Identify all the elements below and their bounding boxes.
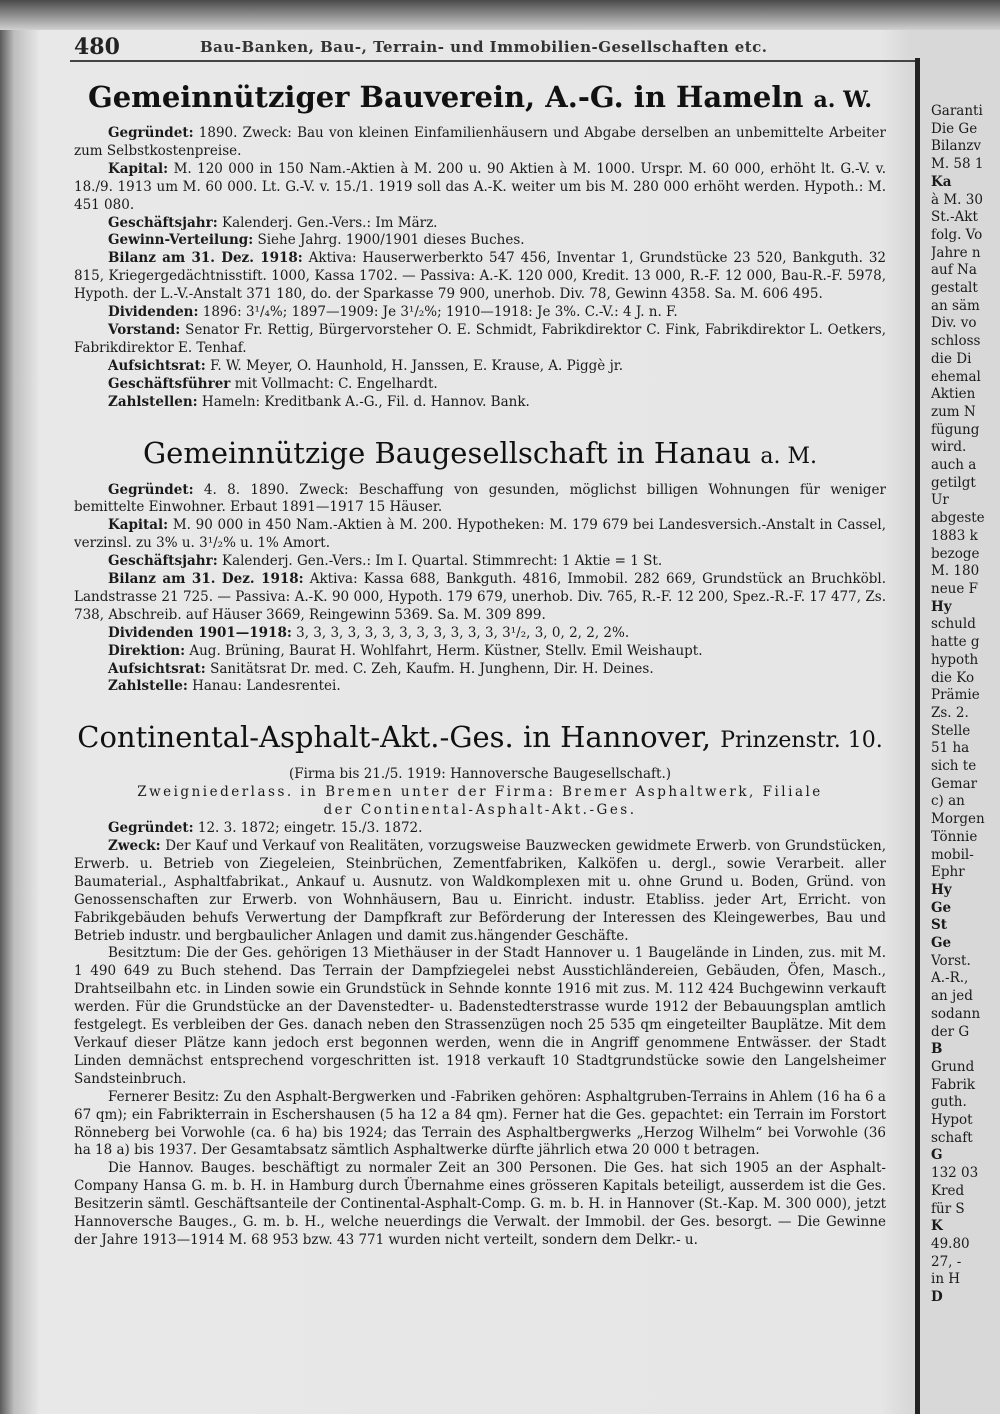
running-head-title: Bau-Banken, Bau-, Terrain- und Immobilien-Gesellschaften etc. [200,38,768,56]
entry-line [74,553,886,571]
right-column-line: getilgt [931,474,976,491]
right-column-line: ehemal [931,368,981,385]
entry-paragraphs [74,945,886,1249]
entry-line [74,643,886,661]
right-column-line: neue F [931,580,979,597]
entry-line [74,304,886,322]
line-text: 4. 8. 1890. Zweck: Beschaffung von gesunden, möglichst billigen Wohnungen für weniger bemittelte Einwohner. Erbaut 1891—1917 15 Häuser. [74,481,886,516]
right-column-line: die Di [931,350,972,367]
line-text: 3, 3, 3, 3, 3, 3, 3, 3, 3, 3, 3, 3, 3¹/₂, 3, 0, 2, 2, 2%. [291,624,630,641]
line-text: Aug. Brüning, Baurat H. Wohlfahrt, Herm. Küstner, Stellv. Emil Weishaupt. [185,642,703,659]
right-column-line: an jed [931,988,973,1005]
right-column-line: in H [931,1271,961,1288]
line-label: Aufsichtsrat: [108,660,206,677]
line-label: Zweck: [108,838,161,854]
right-column-line: abgeste [931,510,985,527]
line-text: Siehe Jahrg. 1900/1901 dieses Buches. [253,232,525,249]
right-column-line: D [931,1289,943,1306]
right-column-line: B [931,1041,943,1058]
right-column-line: hatte g [931,634,980,651]
entry-title [74,78,886,119]
line-label: Gewinn-Verteilung: [108,232,254,249]
line-label: Aufsichtsrat: [108,357,206,374]
line-text: Aktiva: Kassa 688, Bankguth. 4816, Immobil. 282 669, Grundstück an Bruchköbl. Landstrasse 21 725. — Passiva: A.-K. 90 000, Hypoth. 179 679, unerhob. Div. 765, R.-F. 12 200, Spez.-R.-F. 17 477, Zs. 738, Abschreib. auf Häuser 3669, Reingewinn 5369. Sa. M. 309 899. [74,571,887,623]
right-column-line: 1883 k [931,527,978,544]
right-column-line: K [931,1218,943,1235]
right-column-line: gestalt [931,280,978,297]
line-label: Zahlstellen: [108,393,198,410]
line-label: Dividenden: [108,304,199,321]
entry-title-main: Gemeinnütziger Bauverein, A.-G. in Hameln [87,80,804,114]
right-column-line: die Ko [931,669,975,686]
right-column-line: Ka [931,173,952,190]
right-column-line: 27, - [931,1253,962,1270]
line-label: Gegründet: [108,820,194,837]
entry-line [74,322,886,358]
branch-line-1: Zweigniederlass. in Bremen unter der Firma: Bremer Asphaltwerk, Filiale [137,784,823,801]
right-column-line: auch a [931,457,977,474]
branch-line-2: der Continental-Asphalt-Akt.-Ges. [323,802,637,819]
entry-continental-asphalt [74,718,886,1249]
line-label: Kapital: [108,517,169,534]
right-column-line: schloss [931,333,981,350]
page-number: 480 [74,34,120,60]
line-text: Senator Fr. Rettig, Bürgervorsteher O. E. Schmidt, Fabrikdirektor C. Fink, Fabrikdirektor L. Oetkers, Fabrikdirektor E. Tenhaf. [74,321,886,356]
line-text: Kalenderj. Gen.-Vers.: Im März. [217,214,438,231]
scan-top-shadow [0,0,1000,30]
line-text: 1890. Zweck: Bau von kleinen Einfamilienhäusern und Abgabe derselben an unbemittelte Arbeiter zum Selbstkostenpreise. [74,125,886,159]
entry-line [74,517,886,553]
entry-lines [74,125,886,412]
main-column [74,78,886,1260]
entry-hameln [74,78,886,412]
right-column-line: M. 180 [931,563,980,580]
line-label: Bilanz am 31. Dez. 1918: [108,250,303,267]
entry-line [74,482,886,518]
right-column-line: schuld [931,616,976,633]
right-column-line: bezoge [931,545,980,562]
line-text: M. 120 000 in 150 Nam.-Aktien à M. 200 u. 90 Aktien à M. 1000. Urspr. M. 60 000, erhöht lt. G.-V. v. 18./9. 1913 um M. 60 000. Lt. G.-V. v. 15./1. 1919 soll das A.-K. weiter um bis M. 280 000 erhöht werden. Hypoth.: M. 451 080. [74,160,886,213]
right-column-line: Morgen [931,811,985,828]
right-column-line: Prämie [931,687,980,704]
body-paragraph: Die Hannov. Bauges. beschäftigt zu normaler Zeit an 300 Personen. Die Ges. hat sich 1905 an der Asphalt-Company Hansa G. m. b. H. in Hamburg durch Übernahme eines grösseren Kapitals beteiligt, ausserdem ist die Ges. Besitzerin sämtl. Geschäftsanteile der Continental-Asphalt-Comp. G. m. b. H. in Hannover (St.-Kap. M. 300 000), jetzt Hannoversche Bauges., G. m. b. H., welche neuerdings die Verwalt. der Immobil. der Ges. besorgt. — Die Gewinne der Jahre 1913—1914 M. 68 953 bzw. 43 771 wurden nicht verteilt, sondern dem Delkr.- u. [74,1160,886,1248]
right-column-line: Garanti [931,103,983,119]
right-column-line: wird. [931,439,967,456]
right-column-line: 132 03 [931,1165,979,1182]
entry-line [74,376,886,394]
right-column-line: Tönnie [931,828,978,845]
right-column-line: M. 58 1 [931,156,984,173]
line-text: 12. 3. 1872; eingetr. 15./3. 1872. [193,820,423,837]
line-label: Dividenden 1901—1918: [108,624,292,641]
right-column-line: Hy [931,881,952,898]
entry-line [74,661,886,679]
column-separator [915,58,920,1414]
right-column-line: St.-Akt [931,209,978,226]
entry-line [74,125,886,161]
line-text: Kalenderj. Gen.-Vers.: Im I. Quartal. Stimmrecht: 1 Aktie = 1 St. [217,553,663,570]
entry-line [74,394,886,412]
right-column-line: G [931,1147,943,1164]
line-label: Bilanz am 31. Dez. 1918: [108,571,304,588]
entry-line [74,820,886,838]
right-column-line: sich te [931,758,977,775]
right-column-line: Hy [931,598,952,615]
line-text: F. W. Meyer, O. Haunhold, H. Janssen, E. Krause, A. Piggè jr. [205,357,624,374]
right-column-line: auf Na [931,262,977,279]
right-column-line: für S [931,1200,965,1217]
right-column-line: Ephr [931,864,965,881]
right-column-line: à M. 30 [931,191,983,208]
right-column-line: Hypot [931,1112,973,1129]
header-rule [70,60,920,62]
entry-lines [74,482,886,697]
right-column-line: Stelle [931,722,971,739]
line-label: Geschäftsjahr: [108,214,218,231]
body-paragraph: Fernerer Besitz: Zu den Asphalt-Bergwerken und -Fabriken gehören: Asphaltgruben-Terrains in Ahlem (16 ha 6 a 67 qm); ein Fabrikterrain in Eschershausen (5 ha 12 a 84 qm). Ferner hat die Ges. gepachtet: ein Terrain im Forstort Rönneberg bei Vorwohle (ca. 6 ha) bis 1924; das Terrain des Asphaltbergwerks „Herzog Wilhelm“ bei Vorwohle (36 ha 18 a) bis 1937. Der Gesamtabsatz sämtlich Asphaltwerke dürfte jährlich etwa 20 000 t betragen. [74,1088,886,1159]
right-column-line: Bilanzv [931,138,982,155]
line-label: Vorstand: [108,321,181,338]
right-column-line: Grund [931,1058,975,1075]
entry-title-suffix: a. W. [813,87,873,113]
line-label: Geschäftsführer [108,375,231,392]
right-column-line: c) an [931,793,965,810]
entry-title-main: Gemeinnützige Baugesellschaft in Hanau [143,435,752,470]
right-column-line: St [931,917,947,934]
line-label: Zahlstelle: [108,678,188,695]
line-label: Kapital: [108,160,169,177]
entry-title-suffix: Prinzenstr. 10. [720,728,883,754]
line-text: Der Kauf und Verkauf von Realitäten, vorzugsweise Bauzwecken gewidmete Erwerb. von Grundstücken, Erwerb. u. Betrieb von Ziegeleien, Steinbrüchen, Zementfabriken, Kalköfen u. dergl., sowie Verarbeit. aller Baumaterial., Asphaltfabrikat., Ankauf u. Ausnutz. von Waldkomplexen mit u. ohne Grund u. Boden, Gründ. von Genossenschaften zur Erwerb. von Wohnhäusern, Bau u. Einricht. industr. Etabliss. jeder Art, Erricht. von Fabrikgebäuden behufs Verwertung der Dampfkraft zur Beförderung der Interessen des Kleingewerbes, Bau und Betrieb industr. und bergbaulicher Anlagen und damit zus.hängender Geschäfte. [74,838,886,944]
entry-title [74,718,886,760]
right-column-fragment [931,103,1000,1307]
right-column-line: hypoth [931,651,979,668]
entry-line [74,250,886,304]
right-column-line: mobil- [931,846,974,863]
line-label: Geschäftsjahr: [108,553,218,570]
right-column-line: Die Ge [931,120,978,137]
right-column-line: Gemar [931,775,978,792]
entry-title-suffix: a. M. [760,443,817,469]
right-column-line: Ur [931,492,949,509]
line-text: Hanau: Landesrentei. [187,678,341,695]
entry-line [74,232,886,250]
entry-line [74,678,886,696]
entry-lines [74,820,886,945]
entry-line [74,161,886,215]
entry-subtitle: (Firma bis 21./5. 1919: Hannoversche Baugesellschaft.) [288,766,672,783]
line-text: mit Vollmacht: C. Engelhardt. [230,375,438,392]
line-label: Gegründet: [108,125,194,141]
right-column-line: Kred [931,1182,965,1199]
running-header [70,34,910,60]
right-column-line: an säm [931,297,980,314]
right-column-line: Fabrik [931,1076,976,1093]
right-column-line: Zs. 2. [931,704,969,721]
entry-hanau [74,434,886,697]
right-column-line: Div. vo [931,315,977,332]
line-label: Gegründet: [108,481,194,498]
entry-line [74,571,886,625]
right-column-line: fügung [931,421,980,438]
right-column-line: 49.80 [931,1236,970,1252]
right-column-line: Ge [931,935,952,952]
line-label: Direktion: [108,642,186,659]
right-column-line: Aktien [931,386,976,403]
entry-title [74,434,886,476]
entry-line [74,215,886,233]
line-text: Aktiva: Hauserwerberkto 547 456, Inventar 1, Grundstücke 23 520, Bankguth. 32 815, Kriegergedächtnisstift. 1000, Kassa 1702. — Passiva: A.-K. 120 000, Kredit. 13 000, R.-F. 12 000, Bau-R.-F. 5978, Hypoth. der L.-V.-Anstalt 371 180, do. der Sparkasse 79 900, unerhob. Div. 78, Gewinn 4358. Sa. M. 606 495. [74,250,886,303]
right-column-line: A.-R., [931,970,969,987]
line-text: 1896: 3¹/₄%; 1897—1909: Je 3¹/₂%; 1910—1918: Je 3%. C.-V.: 4 J. n. F. [198,304,678,321]
right-column-line: schaft [931,1129,973,1146]
right-column-line: der G [931,1023,970,1040]
entry-line [74,358,886,376]
right-column-line: Jahre n [931,244,981,261]
right-column-line: folg. Vo [931,226,983,243]
right-column-line: zum N [931,403,976,420]
entry-line [74,625,886,643]
right-column-line: Ge [931,899,952,916]
right-column-line: 51 ha [931,740,970,757]
entry-title-main: Continental-Asphalt-Akt.-Ges. in Hannover, [77,720,711,755]
right-column-line: sodann [931,1005,981,1022]
entry-line [74,838,886,945]
line-text: Sanitätsrat Dr. med. C. Zeh, Kaufm. H. Junghenn, Dir. H. Deines. [205,660,654,677]
line-text: M. 90 000 in 450 Nam.-Aktien à M. 200. Hypotheken: M. 179 679 bei Landesversich.-Anstalt in Cassel, verzinsl. zu 3% u. 3¹/₂% u. 1% Amort. [74,517,886,552]
right-column-line: Vorst. [931,952,971,969]
line-text: Hameln: Kreditbank A.-G., Fil. d. Hannov. Bank. [197,393,530,410]
right-column-line: guth. [931,1094,967,1111]
body-paragraph: Besitztum: Die der Ges. gehörigen 13 Miethäuser in der Stadt Hannover u. 1 Baugelände in Linden, zus. mit M. 1 490 649 zu Buch stehend. Das Terrain der Dampfziegelei nebst Ausstichländereien, Gebäuden, Öfen, Masch., Drahtseilbahn etc. in Linden sowie ein Grundstück in Sehnde konnte 1916 mit zus. M. 112 424 Buchgewinn verkauft werden. Für die Grundstücke an der Davenstedter- u. Badenstedterstrasse wurde 1912 der Bebauungsplan amtlich festgelegt. Es verbleiben der Ges. danach neben den Strassenzügen noch 25 535 qm eingeteilter Bauplätze. Mit dem Verkauf dieser Plätze kann jedoch erst begonnen werden, wenn die in Angriff genommene Entwässer. der Stadt Linden demnächst entsprechend vorgeschritten ist. 1918 verkauft 10 Stadtgrundstücke sowie den Langelsheimer Sandsteinbruch. [74,945,886,1087]
